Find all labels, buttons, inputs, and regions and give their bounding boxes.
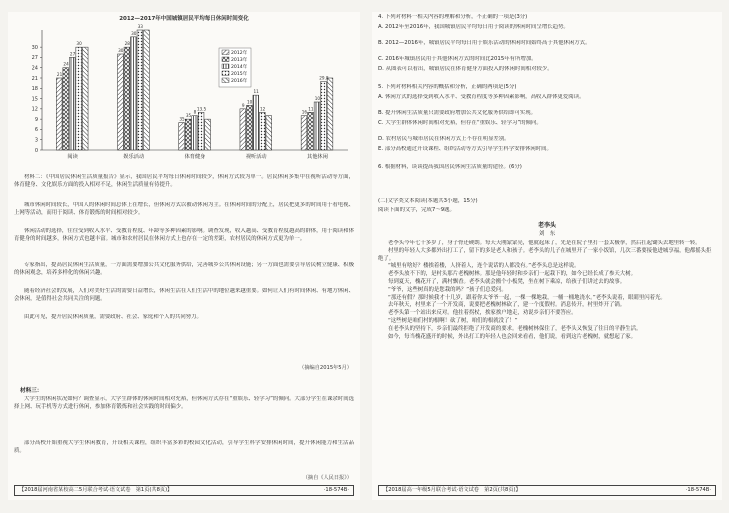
footer-code: ·18-574B· <box>323 487 349 493</box>
bar-1-4 <box>144 30 150 150</box>
bar-1-1 <box>124 47 130 150</box>
data-label: 30 <box>76 41 82 47</box>
data-label: 35 <box>179 116 185 122</box>
bar-0-0 <box>56 78 62 150</box>
data-label: 11 <box>308 106 314 112</box>
y-tick-label: 30 <box>31 44 38 51</box>
bar-2-3 <box>198 112 204 150</box>
question-stem: 5. 下列对材料相关内容的概括和分析，正确的两项是(5分) <box>378 84 517 90</box>
bar-3-4 <box>266 116 272 150</box>
page-footer <box>378 485 716 496</box>
y-tick-label: 12 <box>31 106 38 113</box>
legend-swatch <box>222 71 229 76</box>
question-stem: 6. 根据材料，谈谈提高我国居民休闲生活质量的途径。(6分) <box>378 164 522 170</box>
y-tick-label: 24 <box>31 65 38 72</box>
legend-swatch <box>222 57 229 62</box>
bar-1-0 <box>118 54 124 150</box>
bar-4-3 <box>321 81 327 150</box>
instruction: 阅读下面的文字，完成7～9题。 <box>378 207 455 213</box>
question-option: D. 农村居民与城市居民在休闲方式上不存在明显差别。 <box>378 136 510 142</box>
data-label: 24 <box>63 61 69 67</box>
story-author: 刘 东 <box>538 231 556 237</box>
bar-0-3 <box>76 47 82 150</box>
bar-4-1 <box>308 112 314 150</box>
category-label: 视听活动 <box>245 154 267 160</box>
question-option: B. 2012—2016年，城镇居民平均每日用于娱乐活动的休闲时间始终高于其他休闲方式。 <box>378 40 591 46</box>
legend-swatch <box>222 78 229 83</box>
story-paragraph: “那还有假？那时候我才十几岁，跟着你太爷爷一起，一棵一棵地栽，一桶一桶地浇水。”老李头说着，眼睛里闪着光。 <box>388 294 666 301</box>
right-page <box>372 12 722 500</box>
question-stem: 4. 下列对材料一相关内容的理解和分析，不正确的一项是(3分) <box>378 14 528 20</box>
legend-label: 2015年 <box>231 72 248 77</box>
question-option: E. 部分高校通过开设课程、组织活动等方式引导学生科学安排休闲时间。 <box>378 146 552 152</box>
source-citation: （摘自《人民日报》） <box>302 475 352 481</box>
data-label: 35 <box>185 113 192 119</box>
paragraph: 由此可见，提升居民休闲质量，需要政府、社会、家庭和个人的共同努力。 <box>24 314 202 320</box>
bar-3-2 <box>253 95 259 150</box>
category-label: 体育健身 <box>184 154 206 160</box>
question-option: B. 提升休闲生活质量只需要政府增加公共文化服务供给即可实现。 <box>378 110 537 116</box>
story-paragraph: 老李头第一个站出来反对。他拄着拐杖，挨家挨户地走，劝说乡亲们不要答应。 <box>388 310 577 317</box>
story-paragraph: 去年秋天，村里来了一个开发商，说要把老槐树林砍了，建一个度假村。消息传开，村里炸开了锅。 <box>388 302 626 309</box>
page-footer <box>14 485 354 496</box>
bar-2-1 <box>185 119 191 150</box>
y-tick-label: 0 <box>34 147 38 154</box>
bar-1-3 <box>137 30 143 150</box>
y-tick-label: 18 <box>31 86 38 93</box>
material-heading: 材料三： <box>20 388 43 394</box>
y-tick-label: 3 <box>34 137 38 144</box>
legend-label: 2014年 <box>231 65 248 70</box>
question-option: C. 大学生群体休闲时间相对充裕，但存在“重娱乐、轻学习”的倾向。 <box>378 120 542 126</box>
bar-3-1 <box>246 105 252 150</box>
story-paragraph: 每到夏天，槐花开了，满村飘香。老李头就会搬个小板凳，坐在树下乘凉，给孩子们讲过去的故事。 <box>388 278 626 285</box>
bar-2-0 <box>179 123 185 150</box>
paragraph: 休闲活动的选择，往往受到收入水平、受教育程度、年龄等多种因素的影响。调查发现，收入越高、受教育程度越高的群体，用于阅读和体育健身的时间越多，休闲方式也越丰富。城市和农村居民在休闲方式上也存在一定的差距，农村居民的休闲方式更为单一。 <box>14 228 354 242</box>
legend-label: 2013年 <box>231 58 248 63</box>
bar-3-0 <box>240 109 246 150</box>
question-option: A. 休闲方式的选择受到收入水平、受教育程度等多种因素影响，高收入群体更爱阅读。 <box>378 94 585 100</box>
data-label: 29.8 <box>319 75 329 81</box>
data-label: 21 <box>56 72 63 77</box>
data-label: 30 <box>131 30 137 36</box>
bar-2-4 <box>205 119 211 150</box>
source-citation: （摘编自2015年5月） <box>299 365 352 371</box>
bar-4-4 <box>327 78 333 150</box>
story-paragraph: 老李头放不下的，是村头那片老槐树林。那是他年轻时和乡亲们一起栽下的，如今已经长成了参天大树。 <box>388 271 636 278</box>
data-label: 27 <box>69 51 76 57</box>
story-paragraph: “这些树是咱们村的根啊！砍了树，咱们的根就没了！” <box>388 317 518 324</box>
category-label: 其他休闲 <box>307 154 328 160</box>
story-paragraph: “爷爷，这些树真的是您栽的吗？”孩子们总爱问。 <box>388 286 507 293</box>
bar-chart <box>8 22 360 172</box>
paragraph: 材料二：《中国居民休闲生活质量报告》显示，我国居民平均每日休闲时间较少，休闲方式较为单一。居民休闲多集中在视听活动等方面，体育健身、文化娱乐方面的投入相对不足，休闲生活质量有待提升。 <box>14 174 354 188</box>
y-tick-label: 27 <box>31 55 38 62</box>
story-paragraph: 在老李头的坚持下，乡亲们最终拒绝了开发商的要求。老槐树林保住了，老李头又恢复了往日的平静生活。 <box>388 325 642 332</box>
data-label: 28 <box>124 41 130 47</box>
data-label: 8 <box>193 109 197 115</box>
bar-4-0 <box>301 116 307 150</box>
y-tick-label: 21 <box>31 75 38 82</box>
question-option: A. 2012年至2016年，我国城镇居民平均每日用于阅读的休闲时间呈增长趋势。 <box>378 24 569 30</box>
y-tick-label: 15 <box>31 96 38 103</box>
paragraph: 专家指出，提高居民休闲生活质量，一方面需要增加公共文化服务供给，完善城乡公共休闲设施；另一方面也需要引导居民树立健康、积极的休闲观念，培养多样化的休闲兴趣。 <box>14 262 354 276</box>
data-label: 16 <box>301 109 308 115</box>
bar-0-4 <box>82 47 88 150</box>
question-option: D. 从图表可以看出，城镇居民在体育健身方面投入的休闲时间相对较少。 <box>378 66 553 72</box>
paragraph: 随着经济社会的发展，人们对美好生活的需要日益增长，休闲生活在人们生活中的地位越来越重要。如何让人们有时间休闲、有地方休闲、会休闲，是值得社会共同关注的问题。 <box>14 288 354 302</box>
category-label: 阅读 <box>67 154 78 160</box>
bar-3-3 <box>259 112 265 150</box>
paragraph: 部分高校开始重视大学生休闲教育，开设相关课程，组织丰富多彩的校园文化活动，引导学生科学安排休闲时间，提升休闲能力和生活品质。 <box>14 440 354 454</box>
story-title: 老李头 <box>537 222 556 229</box>
story-paragraph: 如今，每当槐花盛开的时候，外出打工的年轻人也会回来看看，他们说，看到这片老槐树，就想起了家。 <box>388 333 636 340</box>
story-paragraph: “城里有啥好？楼挨着楼，人挤着人，连个说话的人都没有。”老李头总是这样说。 <box>388 263 580 270</box>
data-label: 33 <box>137 24 143 29</box>
paragraph: 城市休闲时间较长，中国人的休闲时间总体上在增长，但休闲方式以被动休闲为主。在休闲时间的分配上，居民把更多的时间用于看电视、上网等活动，而用于阅读、体育锻炼的时间相对较少。 <box>14 202 354 216</box>
data-label: 10 <box>247 99 253 105</box>
data-label: 13.5 <box>196 106 207 112</box>
category-label: 娱乐活动 <box>123 154 145 160</box>
data-label: 9 <box>241 102 245 108</box>
legend-swatch <box>222 64 229 69</box>
data-label: 11 <box>253 89 259 95</box>
section-heading: (二)文学类文本阅读(本题共3小题，15分) <box>378 198 478 204</box>
data-label: 12 <box>260 106 266 112</box>
legend-label: 2012年 <box>231 51 248 56</box>
data-label: 10 <box>314 96 321 101</box>
story-paragraph: 村里的年轻人大多都外出打工了，留下的多是老人和孩子。老李头的儿子在城里开了一家小饭馆，几次三番要接他进城享福，他都摇头拒绝了。 <box>378 247 712 262</box>
bar-0-2 <box>69 57 75 150</box>
bar-0-1 <box>63 68 69 150</box>
y-tick-label: 6 <box>34 127 38 134</box>
y-tick-label: 9 <box>34 116 38 123</box>
legend-label: 2016年 <box>231 79 248 84</box>
chart-title: 2012—2017年中国城镇居民平均每日休闲时间变化 <box>119 16 249 22</box>
left-page <box>8 12 360 500</box>
bar-4-2 <box>314 102 320 150</box>
paragraph: 大学生的休闲状况如何？调查显示，大学生群体的休闲时间相对充裕，但休闲方式存在“重娱乐、轻学习”的倾向。大部分学生在课余时间选择上网、玩手机等方式进行休闲，参加体育锻炼和社会实践的时间偏少。 <box>14 396 354 410</box>
footer-code: ·18-574B· <box>685 487 711 493</box>
footer-text: 【2018届河南省某校高二5月联合考试·语文试卷 第1页(共8页)】 <box>19 487 173 493</box>
question-option: C. 2016年城镇居民用于其他休闲方式的时间比2015年有所增加。 <box>378 56 537 62</box>
story-paragraph: 老李头今年七十多岁了，身子骨还硬朗。每天天刚蒙蒙亮，他就起床了，先是在院子里打一套太极拳，然后扛起锄头去地里转一转。 <box>388 240 701 246</box>
bar-2-2 <box>192 116 198 150</box>
story-body <box>378 240 716 480</box>
footer-text: 【2018届高一年级5月联合考试·语文试卷 第2页(共8页)】 <box>383 487 521 493</box>
data-label: 30 <box>118 48 124 53</box>
bar-1-2 <box>131 37 137 150</box>
legend-swatch <box>222 50 229 55</box>
